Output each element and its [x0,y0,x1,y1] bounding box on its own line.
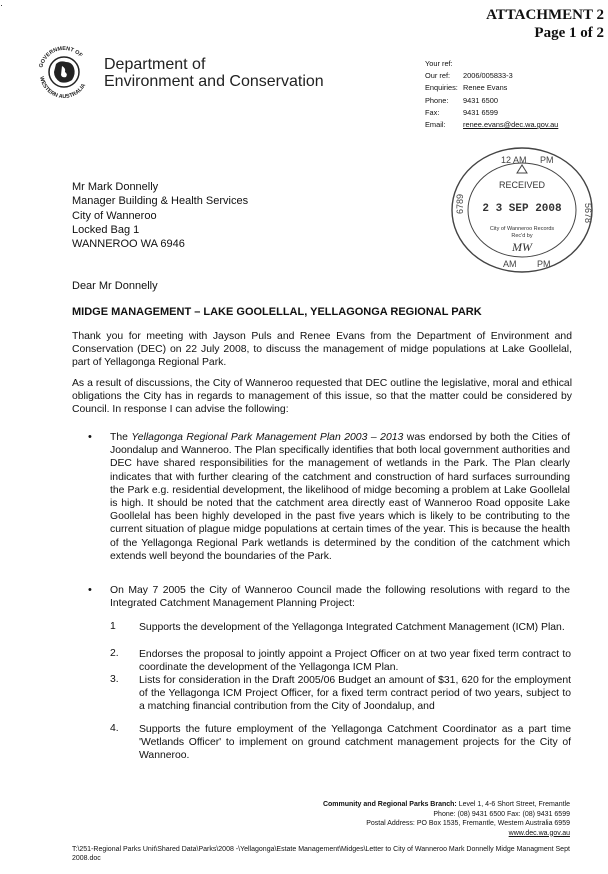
ref-row [425,70,558,82]
svg-text:5678: 5678 [583,203,593,224]
paragraph-2: As a result of discussions, the City of Wanneroo requested that DEC outline the legislative, moral and ethical obligations the City has in regards to management of this issue, so that the matter could be considered by Council. In response I can advise the following: [72,378,572,415]
recipient-address [72,180,248,251]
department-name [104,56,324,90]
resolution-text: Supports the development of the Yellagonga Integrated Catchment Management (ICM) Plan. [139,622,565,633]
resolution-text: Supports the future employment of the Yellagonga Catchment Coordinator as a part time 'Wetlands Officer' to implement on ground catchment management projects for the City of Wanneroo. [139,724,571,761]
resolution-number: 3. [110,674,119,685]
resolution-number: 2. [110,648,119,659]
svg-text:6789: 6789 [455,193,465,214]
address-line: City of Wanneroo [72,209,157,222]
stamp-date: 2 3 SEP 2008 [482,203,562,215]
email-link[interactable]: renee.evans@dec.wa.gov.au [463,120,559,130]
ref-value: 2006/005833-3 [463,71,513,81]
ref-value: Renee Evans [463,83,508,93]
svg-text:PM: PM [540,155,554,165]
stamp-initials: MW [512,240,532,254]
ref-row [425,82,558,94]
plan-title: Yellagonga Regional Park Management Plan 2003 – 2013 [131,432,404,443]
margin-mark: · [0,0,3,10]
footer-branch-label: Community and Regional Parks Branch: [322,801,457,808]
ref-label: Phone: [425,95,449,105]
svg-text:12 AM: 12 AM [501,155,527,165]
footer-branch-address: Level 1, 4-6 Short Street, Fremantle [456,801,570,808]
ref-row [425,95,558,107]
ref-label: Fax: [425,107,440,117]
svg-text:GOVERNMENT OF: GOVERNMENT OF [38,45,84,69]
footer-postal: Postal Address: PO Box 1535, Fremantle, Western Australia 6959 [366,820,570,827]
ref-row [425,58,558,70]
ref-value: 9431 6599 [463,107,498,117]
ref-label: Your ref: [425,59,453,68]
ref-label: Enquiries: [425,83,458,93]
resolution-text: Endorses the proposal to jointly appoint a Project Officer on at two year fixed term contract to coordinate the development of the Yellagonga ICM Plan. [139,649,571,673]
bullet-marker: • [88,431,92,443]
ref-value: 9431 6500 [463,95,498,105]
page-number: Page 1 of 2 [534,25,604,41]
svg-text:PM: PM [537,259,551,269]
address-line: WANNEROO WA 6946 [72,238,185,251]
stamp-recd-by: Rec'd by [511,233,533,239]
ref-label: Our ref: [425,71,451,81]
letterhead-footer [190,800,570,838]
resolution-number: 1 [110,621,116,632]
department-line1: Department of [104,56,206,73]
address-line: Mr Mark Donnelly [72,181,159,193]
bullet-1-post: was endorsed by both the Cities of Joondalup and Wanneroo. The Plan specifically identifies that both local government authorities and DEC have shared responsibilities for the management of wetlands in the Park. The Plan clearly indicates that with further clearing of the catchment and construction of hard surfaces surrounding the Park e.g. residential development, the likelihood of midge becoming a problem at Lake Goollelal is high. It should be noted that the catchment area directly east of Wanneroo Road opposite Lake Goollelal has been highly developed in the past five years which is likely to be contributing to the current situation of plague midge populations at certain times of the year. This is because the health of the Yellagonga Regional Park wetlands is determined by the condition of the catchment which extends well beyond the boundaries of the Park. [110,432,570,562]
resolution-text: Lists for consideration in the Draft 2005/06 Budget an amount of $31, 620 for the employment of the Yellagonga ICM Project Officer, for a fixed term contract period of two years, subject to a matching financial contribution from the City of Joondalup, and [139,675,571,712]
ref-label: Email: [425,120,446,130]
government-seal-logo [32,40,96,104]
attachment-header [486,6,604,42]
salutation: Dear Mr Donnelly [72,280,158,292]
address-line: Locked Bag 1 [72,223,140,236]
stamp-received-label: RECEIVED [498,180,545,190]
attachment-label: ATTACHMENT 2 [486,7,604,23]
stamp-org: City of Wanneroo Records [489,226,555,232]
bullet-1-pre: The [110,432,132,443]
department-line2: Environment and Conservation [104,73,324,90]
file-path: T:\251-Regional Parks Unit\Shared Data\Parks\2008 -\Yellagonga\Estate Management\Midges\Letter to City of Wanneroo Mark Donnelly Midge Managment Sept 2008.doc [72,846,570,862]
bullet-marker: • [88,584,92,596]
footer-branch [190,800,570,810]
address-line: Manager Building & Health Services [72,195,249,208]
paragraph-1: Thank you for meeting with Jayson Puls and Renee Evans from the Department of Environment and Conservation (DEC) on 22 July 2008, to discuss the management of midge populations at Lake Goollelal, part of Yellagonga Regional Park. [72,331,572,368]
bullet-1-text [110,431,570,563]
ref-row [425,107,558,119]
reference-block [425,58,558,131]
footer-website-link[interactable]: www.dec.wa.gov.au [508,829,570,837]
svg-text:WESTERN AUSTRALIA: WESTERN AUSTRALIA [38,76,88,101]
ref-row [425,119,558,131]
svg-text:AM: AM [503,259,517,269]
bullet-2-text: On May 7 2005 the City of Wanneroo Council made the following resolutions with regard to the Integrated Catchment Management Planning Project: [110,585,570,610]
footer-phone: Phone: (08) 9431 6500 Fax: (08) 9431 6599 [433,810,570,818]
subject-heading: MIDGE MANAGEMENT – LAKE GOOLELLAL, YELLAGONGA REGIONAL PARK [72,306,482,318]
resolution-number: 4. [110,723,119,734]
